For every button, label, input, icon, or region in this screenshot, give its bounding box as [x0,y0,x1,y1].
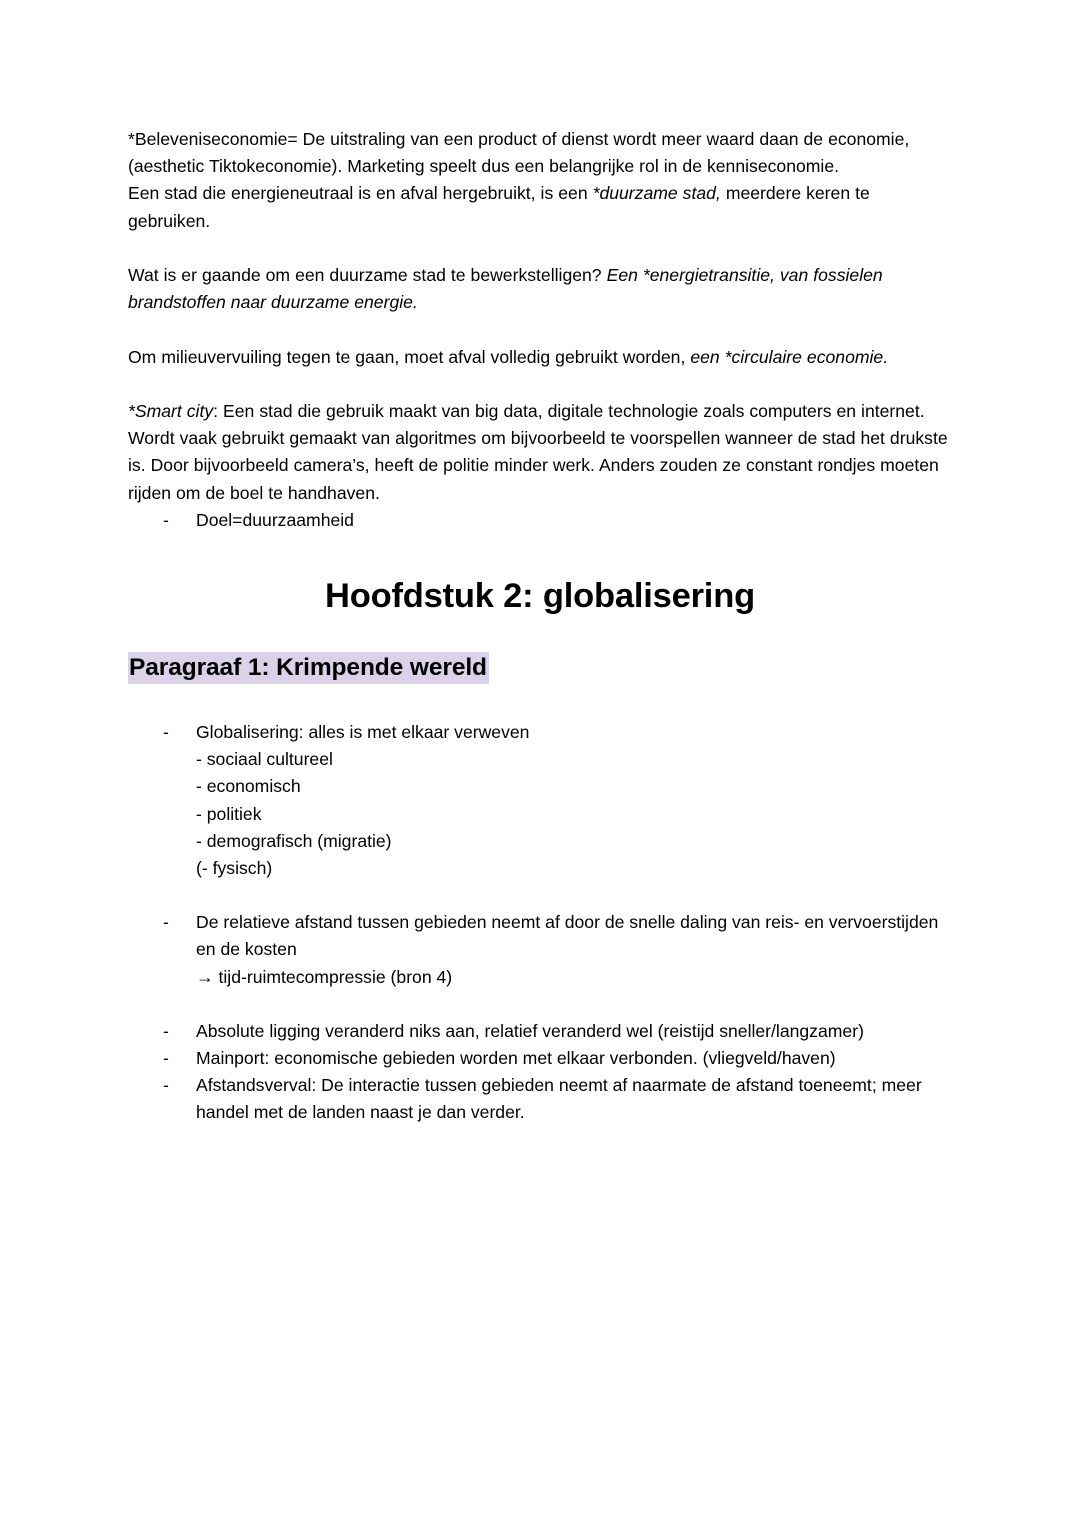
document-content [128,126,952,1127]
list-item-label: Doel=duurzaamheid [196,509,354,530]
spacer-between-bullet-groups-1 [128,882,952,909]
spacer-before-chapter-title [128,534,952,574]
paragraph-energietransitie [128,262,952,316]
paragraph-spacer-1 [128,235,952,262]
spacer-between-bullet-groups-2 [128,991,952,1018]
paragraph-duurzame-stad-after: meerdere keren te gebruiken. [128,183,870,231]
list-item-label: Globalisering: alles is met elkaar verweven [196,722,530,742]
list-item-label: Afstandsverval: De interactie tussen gebieden neemt af naarmate de afstand toeneemt; meer handel met de landen naast je dan verder. [196,1075,922,1123]
term-smart-city: *Smart city [128,400,214,421]
paragraph-circulaire-economie [128,344,952,371]
list-item-mainport [128,1045,952,1072]
paragraph-spacer-2 [128,316,952,343]
term-duurzame-stad: *duurzame stad, [592,183,721,204]
sub-list-item-fysisch: (- fysisch) [196,858,273,879]
section-heading-highlight: Paragraaf 1: Krimpende wereld [128,652,489,684]
list-item-globalisering [128,719,952,746]
sub-list-item-sociaal-cultureel: - sociaal cultureel [196,749,333,770]
bullet-dash-icon: - [163,1075,169,1096]
sub-list-item-politiek: - politiek [196,803,262,824]
bullet-dash-icon: - [163,509,169,530]
bullet-dash-icon: - [163,1020,169,1041]
bullet-dash-icon: - [163,912,169,933]
page-title: Hoofdstuk 2: globalisering [325,577,755,615]
list-item-doel-duurzaamheid [128,507,952,534]
paragraph-spacer-3 [128,371,952,398]
paragraph-smart-city-rest: : Een stad die gebruik maakt van big data, digitale technologie zoals computers en internet. Wordt vaak gebruikt gemaakt van algoritmes om bijvoorbeeld te voorspellen wanneer de stad het drukste is. Door bijvoorbeeld camera’s, heeft de politie minder werk. Anders zouden ze constant rondjes moeten rijden om de boel te handhaven. [128,400,948,503]
list-item-absolute-ligging [128,1018,952,1045]
list-item-label: Mainport: economische gebieden worden met elkaar verbonden. (vliegveld/haven) [196,1048,836,1069]
term-circulaire-economie: een *circulaire economie. [690,346,889,367]
paragraph-energietransitie-before: Wat is er gaande om een duurzame stad te bewerkstelligen? [128,265,607,285]
bullet-dash-icon: - [163,1048,169,1069]
paragraph-duurzame-stad [128,180,952,234]
paragraph-duurzame-stad-before: Een stad die energieneutraal is en afval hergebruikt, is een [128,183,593,204]
term-energietransitie: Een *energietransitie, van fossielen brandstoffen naar duurzame energie. [128,265,883,313]
list-item-label: Absolute ligging veranderd niks aan, relatief veranderd wel (reistijd sneller/langzamer) [196,1020,864,1041]
sub-list-item-tijd-ruimtecompressie: → tijd-ruimtecompressie (bron 4) [196,966,453,987]
bullet-dash-icon: - [163,722,169,742]
sub-list-item-economisch: - economisch [196,776,301,797]
sub-list-item-demografisch: - demografisch (migratie) [196,830,392,851]
paragraph-beleveniseconomie-text: *Beleveniseconomie= De uitstraling van een product of dienst wordt meer waard daan de economie, (aesthetic Tiktokeconomie). Marketing speelt dus een belangrijke rol in de kenniseconomie. [128,129,910,177]
list-item-relatieve-afstand [128,909,952,963]
spacer-after-section-heading [128,684,952,719]
paragraph-smart-city [128,398,952,507]
spacer-after-chapter-title [128,618,952,652]
paragraph-circulaire-economie-before: Om milieuvervuiling tegen te gaan, moet afval volledig gebruikt worden, [128,346,691,367]
paragraph-beleveniseconomie [128,126,952,180]
section-heading [128,652,952,684]
list-item-label: De relatieve afstand tussen gebieden neemt af door de snelle daling van reis- en vervoerstijden en de kosten [196,912,939,960]
list-item-afstandsverval [128,1072,952,1126]
